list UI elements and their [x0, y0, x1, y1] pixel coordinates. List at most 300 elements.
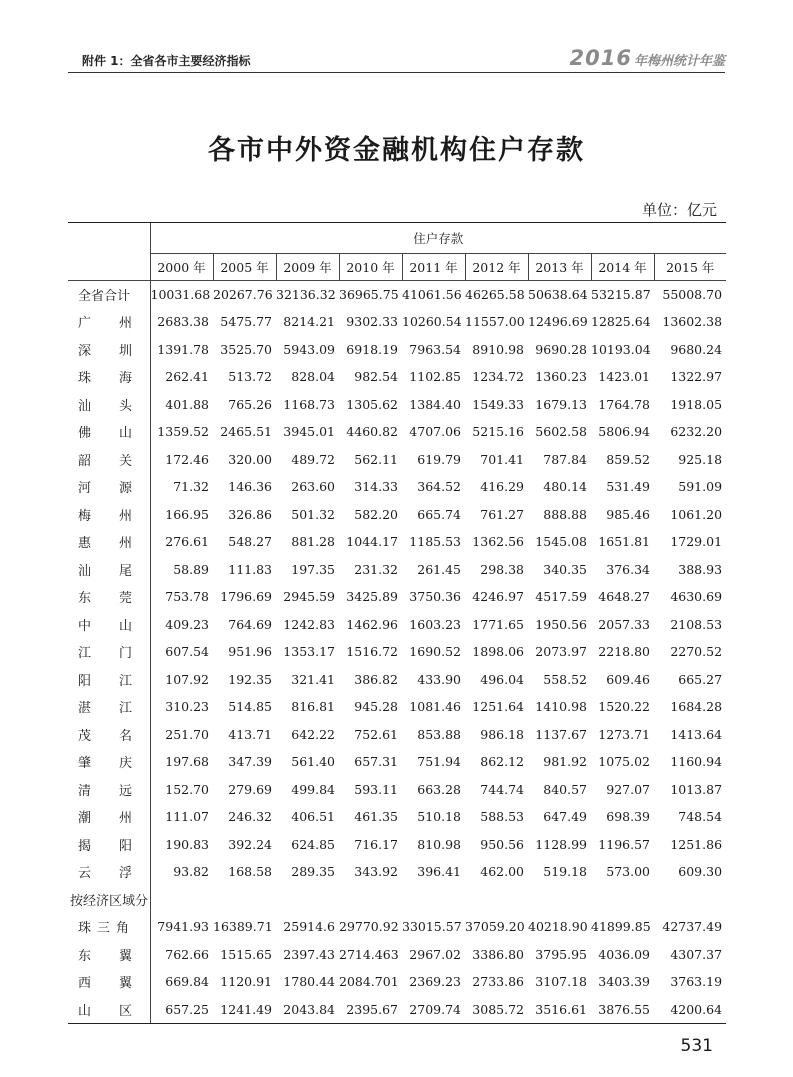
value-cell: 251.70 — [165, 726, 209, 742]
value-cell: 986.18 — [480, 726, 524, 742]
value-cell: 4036.09 — [598, 946, 650, 962]
value-cell: 519.18 — [543, 864, 587, 880]
row-label: 东翼 — [68, 941, 150, 969]
row-label: 揭阳 — [68, 831, 150, 859]
value-cell: 642.22 — [291, 726, 335, 742]
value-cell: 340.35 — [543, 561, 587, 577]
value-cell: 1780.44 — [283, 974, 335, 990]
value-cell: 9680.24 — [670, 341, 723, 357]
value-cell: 5806.94 — [598, 424, 650, 440]
value-cell: 413.71 — [228, 726, 272, 742]
year-header: 2012 年 — [465, 254, 528, 281]
value-cell: 531.49 — [606, 479, 650, 495]
value-cell: 93.82 — [173, 864, 209, 880]
value-cell: 744.74 — [480, 781, 524, 797]
value-cell: 561.40 — [291, 754, 335, 770]
value-cell: 2395.67 — [339, 996, 402, 1024]
value-cell: 1679.13 — [535, 396, 587, 412]
value-cell: 657.31 — [354, 754, 398, 770]
value-cell: 2397.43 — [283, 946, 335, 962]
value-cell: 665.27 — [678, 671, 723, 687]
table-body — [68, 281, 726, 1024]
value-cell: 4648.27 — [598, 589, 650, 605]
table-row — [68, 748, 726, 776]
value-cell: 10193.04 — [591, 341, 651, 357]
value-cell: 3763.19 — [670, 974, 723, 990]
running-header-left: 附件 1：全省各市主要经济指标 — [82, 54, 251, 68]
value-cell: 409.23 — [165, 616, 209, 632]
value-cell: 1549.33 — [472, 396, 524, 412]
value-cell: 10031.68 — [150, 287, 211, 302]
row-label: 山区 — [68, 996, 150, 1024]
value-cell: 326.86 — [228, 506, 272, 522]
value-cell: 816.81 — [291, 699, 335, 715]
value-cell: 4707.06 — [409, 424, 461, 440]
value-cell: 197.35 — [291, 561, 335, 577]
value-cell: 25914.6 — [283, 919, 335, 935]
value-cell: 3795.95 — [535, 946, 587, 962]
value-cell: 1013.87 — [670, 781, 723, 797]
value-cell: 950.56 — [480, 836, 524, 852]
value-cell: 10260.54 — [402, 314, 462, 330]
table-row — [68, 528, 726, 556]
value-cell: 343.92 — [354, 864, 398, 880]
value-cell: 55008.70 — [662, 287, 723, 302]
row-label: 惠州 — [68, 528, 150, 556]
value-cell: 3425.89 — [346, 589, 398, 605]
value-cell: 1360.23 — [535, 369, 587, 385]
value-cell: 1684.28 — [670, 699, 723, 715]
row-label: 河源 — [68, 473, 150, 501]
table-row — [68, 473, 726, 501]
table-row — [68, 638, 726, 666]
unit-label: 单位：亿元 — [641, 201, 717, 219]
table-row — [68, 556, 726, 584]
value-cell: 1520.22 — [598, 699, 650, 715]
table-row — [68, 721, 726, 749]
value-cell: 765.26 — [228, 396, 272, 412]
value-cell: 1251.86 — [670, 836, 723, 852]
value-cell: 1234.72 — [472, 369, 524, 385]
value-cell: 1128.99 — [535, 836, 587, 852]
section-row — [68, 886, 726, 914]
value-cell: 4200.64 — [654, 996, 726, 1024]
value-cell: 41899.85 — [591, 919, 651, 935]
value-cell: 607.54 — [165, 644, 209, 660]
value-cell: 496.04 — [480, 671, 524, 687]
value-cell: 853.88 — [417, 726, 461, 742]
value-cell: 320.00 — [228, 451, 272, 467]
value-cell: 2043.84 — [276, 996, 339, 1024]
value-cell: 58.89 — [173, 561, 209, 577]
value-cell: 8910.98 — [472, 341, 524, 357]
value-cell: 752.61 — [354, 726, 398, 742]
value-cell: 168.58 — [228, 864, 272, 880]
value-cell: 3750.36 — [409, 589, 461, 605]
empty-cell — [465, 886, 528, 914]
row-label: 湛江 — [68, 693, 150, 721]
row-label: 清远 — [68, 776, 150, 804]
value-cell: 190.83 — [165, 836, 209, 852]
value-cell: 609.30 — [678, 864, 723, 880]
value-cell: 71.32 — [173, 479, 209, 495]
value-cell: 310.23 — [165, 699, 209, 715]
yearbook-name: 年梅州统计年鉴 — [633, 54, 725, 69]
value-cell: 32136.32 — [276, 287, 336, 302]
value-cell: 888.88 — [543, 506, 587, 522]
year-header: 2011 年 — [402, 254, 465, 281]
table-row — [68, 418, 726, 446]
value-cell: 810.98 — [417, 836, 461, 852]
value-cell: 1241.49 — [213, 996, 276, 1024]
table-row — [68, 501, 726, 529]
year-header-row — [68, 254, 726, 281]
value-cell: 276.61 — [165, 534, 209, 550]
value-cell: 593.11 — [354, 781, 398, 797]
value-cell: 1160.94 — [670, 754, 723, 770]
value-cell: 37059.20 — [465, 919, 525, 935]
value-cell: 1651.81 — [598, 534, 650, 550]
value-cell: 41061.56 — [402, 287, 462, 302]
value-cell: 1362.56 — [472, 534, 524, 550]
row-label: 茂名 — [68, 721, 150, 749]
value-cell: 762.66 — [165, 946, 209, 962]
value-cell: 2084.701 — [339, 974, 399, 990]
value-cell: 4460.82 — [346, 424, 398, 440]
value-cell: 3403.39 — [598, 974, 650, 990]
value-cell: 16389.71 — [213, 919, 273, 935]
value-cell: 29770.92 — [339, 919, 399, 935]
table-row — [68, 858, 726, 886]
value-cell: 787.84 — [543, 451, 587, 467]
year-header: 2014 年 — [591, 254, 654, 281]
value-cell: 2465.51 — [220, 424, 272, 440]
value-cell: 751.94 — [417, 754, 461, 770]
corner-cell — [68, 223, 150, 281]
value-cell: 862.12 — [480, 754, 524, 770]
value-cell: 2945.59 — [283, 589, 335, 605]
value-cell: 46265.58 — [465, 287, 525, 302]
value-cell: 1322.97 — [670, 369, 723, 385]
value-cell: 3107.18 — [535, 974, 587, 990]
value-cell: 36965.75 — [339, 287, 399, 302]
value-cell: 433.90 — [417, 671, 461, 687]
value-cell: 663.28 — [417, 781, 461, 797]
page-number: 531 — [680, 1036, 713, 1056]
value-cell: 1273.71 — [598, 726, 650, 742]
value-cell: 499.84 — [291, 781, 335, 797]
value-cell: 197.68 — [165, 754, 209, 770]
value-cell: 881.28 — [291, 534, 335, 550]
value-cell: 981.92 — [543, 754, 587, 770]
value-cell: 1410.98 — [535, 699, 587, 715]
table-row — [68, 611, 726, 639]
value-cell: 13602.38 — [662, 314, 723, 330]
value-cell: 3876.55 — [591, 996, 654, 1024]
value-cell: 501.32 — [291, 506, 335, 522]
row-label: 佛山 — [68, 418, 150, 446]
value-cell: 548.27 — [228, 534, 272, 550]
value-cell: 489.72 — [291, 451, 335, 467]
value-cell: 461.35 — [354, 809, 398, 825]
year-header: 2013 年 — [528, 254, 591, 281]
value-cell: 4246.97 — [472, 589, 524, 605]
table-row — [68, 336, 726, 364]
value-cell: 591.09 — [678, 479, 723, 495]
table-row — [68, 308, 726, 336]
value-cell: 3525.70 — [220, 341, 272, 357]
value-cell: 11557.00 — [465, 314, 525, 330]
value-cell: 279.69 — [228, 781, 272, 797]
value-cell: 53215.87 — [591, 287, 651, 302]
value-cell: 364.52 — [417, 479, 461, 495]
table-row — [68, 776, 726, 804]
row-label: 珠海 — [68, 363, 150, 391]
value-cell: 2683.38 — [157, 314, 209, 330]
value-cell: 828.04 — [291, 369, 335, 385]
value-cell: 657.25 — [150, 996, 213, 1024]
section-label: 按经济区域分 — [68, 886, 150, 914]
row-label: 珠三角 — [68, 913, 150, 941]
value-cell: 562.11 — [354, 451, 398, 467]
value-cell: 1423.01 — [598, 369, 650, 385]
table-row — [68, 803, 726, 831]
year-header: 2010 年 — [339, 254, 402, 281]
value-cell: 263.60 — [291, 479, 335, 495]
row-label: 广州 — [68, 308, 150, 336]
value-cell: 927.07 — [606, 781, 650, 797]
table-row — [68, 693, 726, 721]
value-cell: 152.70 — [165, 781, 209, 797]
empty-cell — [150, 886, 213, 914]
value-cell: 1044.17 — [346, 534, 398, 550]
value-cell: 582.20 — [354, 506, 398, 522]
value-cell: 50638.64 — [528, 287, 588, 302]
value-cell: 406.51 — [291, 809, 335, 825]
value-cell: 985.46 — [606, 506, 650, 522]
value-cell: 6232.20 — [670, 424, 723, 440]
header-rule — [68, 72, 725, 73]
value-cell: 5215.16 — [472, 424, 524, 440]
table-row — [68, 666, 726, 694]
value-cell: 392.24 — [228, 836, 272, 852]
value-cell: 2967.02 — [409, 946, 461, 962]
value-cell: 3085.72 — [465, 996, 528, 1024]
row-label: 阳江 — [68, 666, 150, 694]
value-cell: 1384.40 — [409, 396, 461, 412]
value-cell: 231.32 — [354, 561, 398, 577]
value-cell: 1168.73 — [283, 396, 335, 412]
value-cell: 192.35 — [228, 671, 272, 687]
value-cell: 1251.64 — [472, 699, 524, 715]
row-label: 东莞 — [68, 583, 150, 611]
value-cell: 462.00 — [480, 864, 524, 880]
value-cell: 624.85 — [291, 836, 335, 852]
value-cell: 6918.19 — [346, 341, 398, 357]
value-cell: 401.88 — [165, 396, 209, 412]
value-cell: 314.33 — [354, 479, 398, 495]
value-cell: 480.14 — [543, 479, 587, 495]
value-cell: 298.38 — [480, 561, 524, 577]
value-cell: 2108.53 — [670, 616, 723, 632]
empty-cell — [654, 886, 726, 914]
value-cell: 12496.69 — [528, 314, 588, 330]
value-cell: 416.29 — [480, 479, 524, 495]
value-cell: 40218.90 — [528, 919, 588, 935]
row-label: 韶关 — [68, 446, 150, 474]
empty-cell — [402, 886, 465, 914]
value-cell: 2369.23 — [409, 974, 461, 990]
value-cell: 7941.93 — [157, 919, 209, 935]
value-cell: 2714.463 — [339, 946, 399, 962]
value-cell: 1764.78 — [598, 396, 650, 412]
value-cell: 9690.28 — [535, 341, 587, 357]
value-cell: 1242.83 — [283, 616, 335, 632]
table-row — [68, 996, 726, 1024]
value-cell: 1462.96 — [346, 616, 398, 632]
value-cell: 1081.46 — [409, 699, 461, 715]
value-cell: 3945.01 — [283, 424, 335, 440]
value-cell: 1771.65 — [472, 616, 524, 632]
value-cell: 716.17 — [354, 836, 398, 852]
value-cell: 5475.77 — [220, 314, 272, 330]
value-cell: 1898.06 — [472, 644, 524, 660]
year-header: 2000 年 — [150, 254, 213, 281]
value-cell: 1690.52 — [409, 644, 461, 660]
page-title: 各市中外资金融机构住户存款 — [208, 135, 585, 166]
value-cell: 2073.97 — [535, 644, 587, 660]
value-cell: 386.82 — [354, 671, 398, 687]
value-cell: 1359.52 — [157, 424, 209, 440]
value-cell: 945.28 — [354, 699, 398, 715]
value-cell: 1950.56 — [535, 616, 587, 632]
value-cell: 2270.52 — [670, 644, 723, 660]
value-cell: 246.32 — [228, 809, 272, 825]
value-cell: 5943.09 — [283, 341, 335, 357]
empty-cell — [213, 886, 276, 914]
value-cell: 1603.23 — [409, 616, 461, 632]
year-header: 2005 年 — [213, 254, 276, 281]
row-label: 肇庆 — [68, 748, 150, 776]
value-cell: 166.95 — [165, 506, 209, 522]
row-label: 江门 — [68, 638, 150, 666]
row-label: 潮州 — [68, 803, 150, 831]
deposits-table — [68, 222, 726, 1024]
value-cell: 840.57 — [543, 781, 587, 797]
table-row — [68, 363, 726, 391]
value-cell: 609.46 — [606, 671, 650, 687]
value-cell: 925.18 — [678, 451, 723, 467]
row-label: 云浮 — [68, 858, 150, 886]
value-cell: 1137.67 — [535, 726, 587, 742]
value-cell: 761.27 — [480, 506, 524, 522]
table-row — [68, 831, 726, 859]
value-cell: 7963.54 — [409, 341, 461, 357]
row-label: 汕尾 — [68, 556, 150, 584]
running-header-right — [570, 46, 725, 70]
value-cell: 698.39 — [606, 809, 650, 825]
value-cell: 1516.72 — [346, 644, 398, 660]
value-cell: 1515.65 — [220, 946, 272, 962]
table-row — [68, 968, 726, 996]
value-cell: 107.92 — [165, 671, 209, 687]
value-cell: 647.49 — [543, 809, 587, 825]
value-cell: 3516.61 — [528, 996, 591, 1024]
value-cell: 5602.58 — [535, 424, 587, 440]
value-cell: 321.41 — [291, 671, 335, 687]
value-cell: 111.07 — [165, 809, 209, 825]
value-cell: 172.46 — [165, 451, 209, 467]
value-cell: 42737.49 — [662, 919, 723, 935]
yearbook-year: 2016 — [569, 46, 632, 70]
value-cell: 558.52 — [543, 671, 587, 687]
table-row — [68, 941, 726, 969]
value-cell: 665.74 — [417, 506, 461, 522]
value-cell: 146.36 — [228, 479, 272, 495]
value-cell: 573.00 — [606, 864, 650, 880]
value-cell: 753.78 — [165, 589, 209, 605]
value-cell: 2057.33 — [598, 616, 650, 632]
value-cell: 701.41 — [480, 451, 524, 467]
value-cell: 111.83 — [228, 561, 272, 577]
table-row — [68, 391, 726, 419]
value-cell: 982.54 — [354, 369, 398, 385]
empty-cell — [528, 886, 591, 914]
year-header: 2015 年 — [654, 254, 726, 281]
value-cell: 1796.69 — [220, 589, 272, 605]
row-label: 中山 — [68, 611, 150, 639]
value-cell: 1545.08 — [535, 534, 587, 550]
year-header: 2009 年 — [276, 254, 339, 281]
table-row — [68, 913, 726, 941]
value-cell: 1102.85 — [409, 369, 461, 385]
value-cell: 1061.20 — [670, 506, 723, 522]
value-cell: 396.41 — [417, 864, 461, 880]
value-cell: 859.52 — [606, 451, 650, 467]
row-label: 汕头 — [68, 391, 150, 419]
value-cell: 261.45 — [417, 561, 461, 577]
value-cell: 1075.02 — [598, 754, 650, 770]
row-label: 全省合计 — [68, 281, 150, 309]
group-header: 住户存款 — [150, 223, 726, 254]
value-cell: 2733.86 — [472, 974, 524, 990]
value-cell: 1120.91 — [220, 974, 272, 990]
value-cell: 33015.57 — [402, 919, 462, 935]
value-cell: 951.96 — [228, 644, 272, 660]
empty-cell — [339, 886, 402, 914]
value-cell: 12825.64 — [591, 314, 651, 330]
value-cell: 1305.62 — [346, 396, 398, 412]
value-cell: 388.93 — [678, 561, 723, 577]
value-cell: 513.72 — [228, 369, 272, 385]
value-cell: 619.79 — [417, 451, 461, 467]
value-cell: 347.39 — [228, 754, 272, 770]
value-cell: 2709.74 — [402, 996, 465, 1024]
value-cell: 262.41 — [165, 369, 209, 385]
value-cell: 764.69 — [228, 616, 272, 632]
value-cell: 4517.59 — [535, 589, 587, 605]
value-cell: 3386.80 — [472, 946, 524, 962]
value-cell: 588.53 — [480, 809, 524, 825]
value-cell: 20267.76 — [213, 287, 273, 302]
value-cell: 4307.37 — [670, 946, 723, 962]
value-cell: 8214.21 — [283, 314, 335, 330]
row-label: 西翼 — [68, 968, 150, 996]
value-cell: 1196.57 — [598, 836, 650, 852]
value-cell: 376.34 — [606, 561, 650, 577]
value-cell: 1185.53 — [409, 534, 461, 550]
value-cell: 1413.64 — [670, 726, 723, 742]
